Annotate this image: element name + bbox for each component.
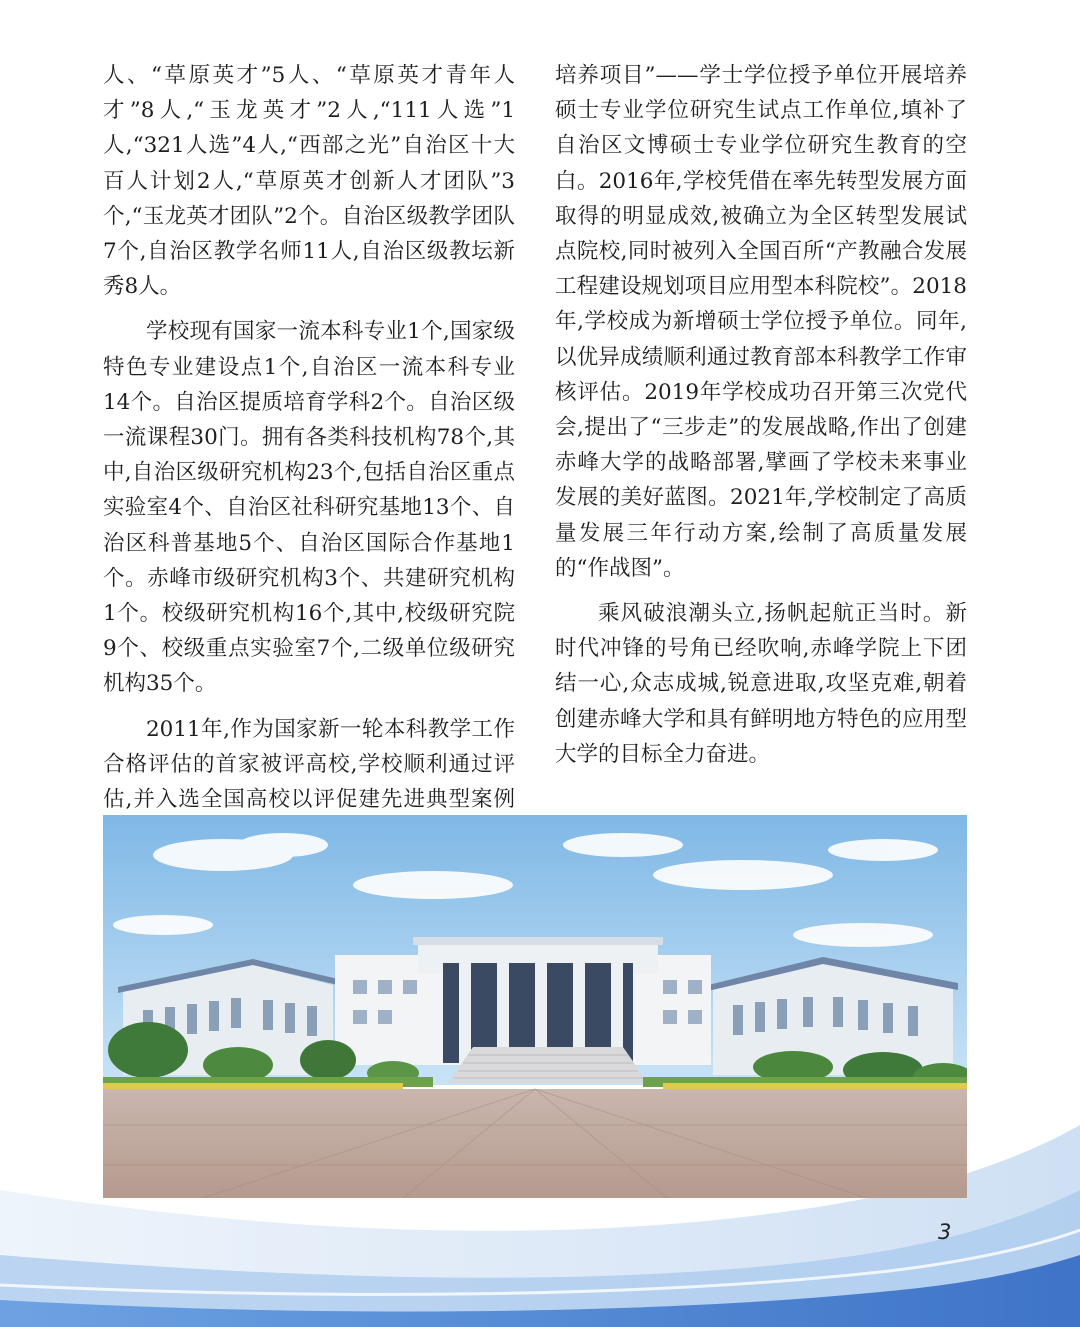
page-number: 3	[938, 1220, 952, 1244]
plaza-pavement	[103, 1089, 967, 1198]
paragraph: 乘风破浪潮头立,扬帆起航正当时。新时代冲锋的号角已经吹响,赤峰学院上下团结一心,众志成城,锐意进取,攻坚克难,朝着创建赤峰大学和具有鲜明地方特色的应用型大学的目标全力奋进。	[555, 601, 967, 767]
left-text-column	[103, 58, 515, 852]
paragraph: 2011年,作为国家新一轮本科教学工作合格评估的首家被评高校,学校顺利通过评估,并入选全国高校以评促建先进典型案例	[103, 716, 515, 813]
campus-main-building-photo	[103, 815, 967, 1198]
right-text-column	[555, 58, 967, 772]
campus-photo-illustration	[103, 815, 967, 1198]
paragraph: 培养项目”——学士学位授予单位开展培养硕士专业学位研究生试点工作单位,填补了自治区文博硕士专业学位研究生教育的空白。2016年,学校凭借在率先转型发展方面取得的明显成效,被确立为全区转型发展试点院校,同时被列入全国百所“产教融合发展工程建设规划项目应用型本科院校”。2018年,学校成为新增硕士学位授予单位。同年,以优异成绩顺利通过教育部本科教学工作审核评估。2019年学校成功召开第三次党代会,提出了“三步走”的发展战略,作出了创建赤峰大学的战略部署,擘画了学校未来事业发展的美好蓝图。2021年,学校制定了高质量发展三年行动方案,绘制了高质量发展的“作战图”。	[555, 63, 967, 581]
paragraph: 学校现有国家一流本科专业1个,国家级特色专业建设点1个,自治区一流本科专业14个。自治区提质培育学科2个。自治区级一流课程30门。拥有各类科技机构78个,其中,自治区级研究机构23个,包括自治区重点实验室4个、自治区社科研究基地13个、自治区科普基地5个、自治区国际合作基地1个。赤峰市级研究机构3个、共建研究机构1个。校级研究机构16个,其中,校级研究院9个、校级重点实验室7个,二级单位级研究机构35个。	[103, 319, 515, 697]
paragraph: 人、“草原英才”5人、“草原英才青年人才”8人,“玉龙英才”2人,“111人选”1人,“321人选”4人,“西部之光”自治区十大百人计划2人,“草原英才创新人才团队”3个,“玉龙英才团队”2个。自治区级教学团队7个,自治区教学名师11人,自治区级教坛新秀8人。	[103, 63, 515, 300]
